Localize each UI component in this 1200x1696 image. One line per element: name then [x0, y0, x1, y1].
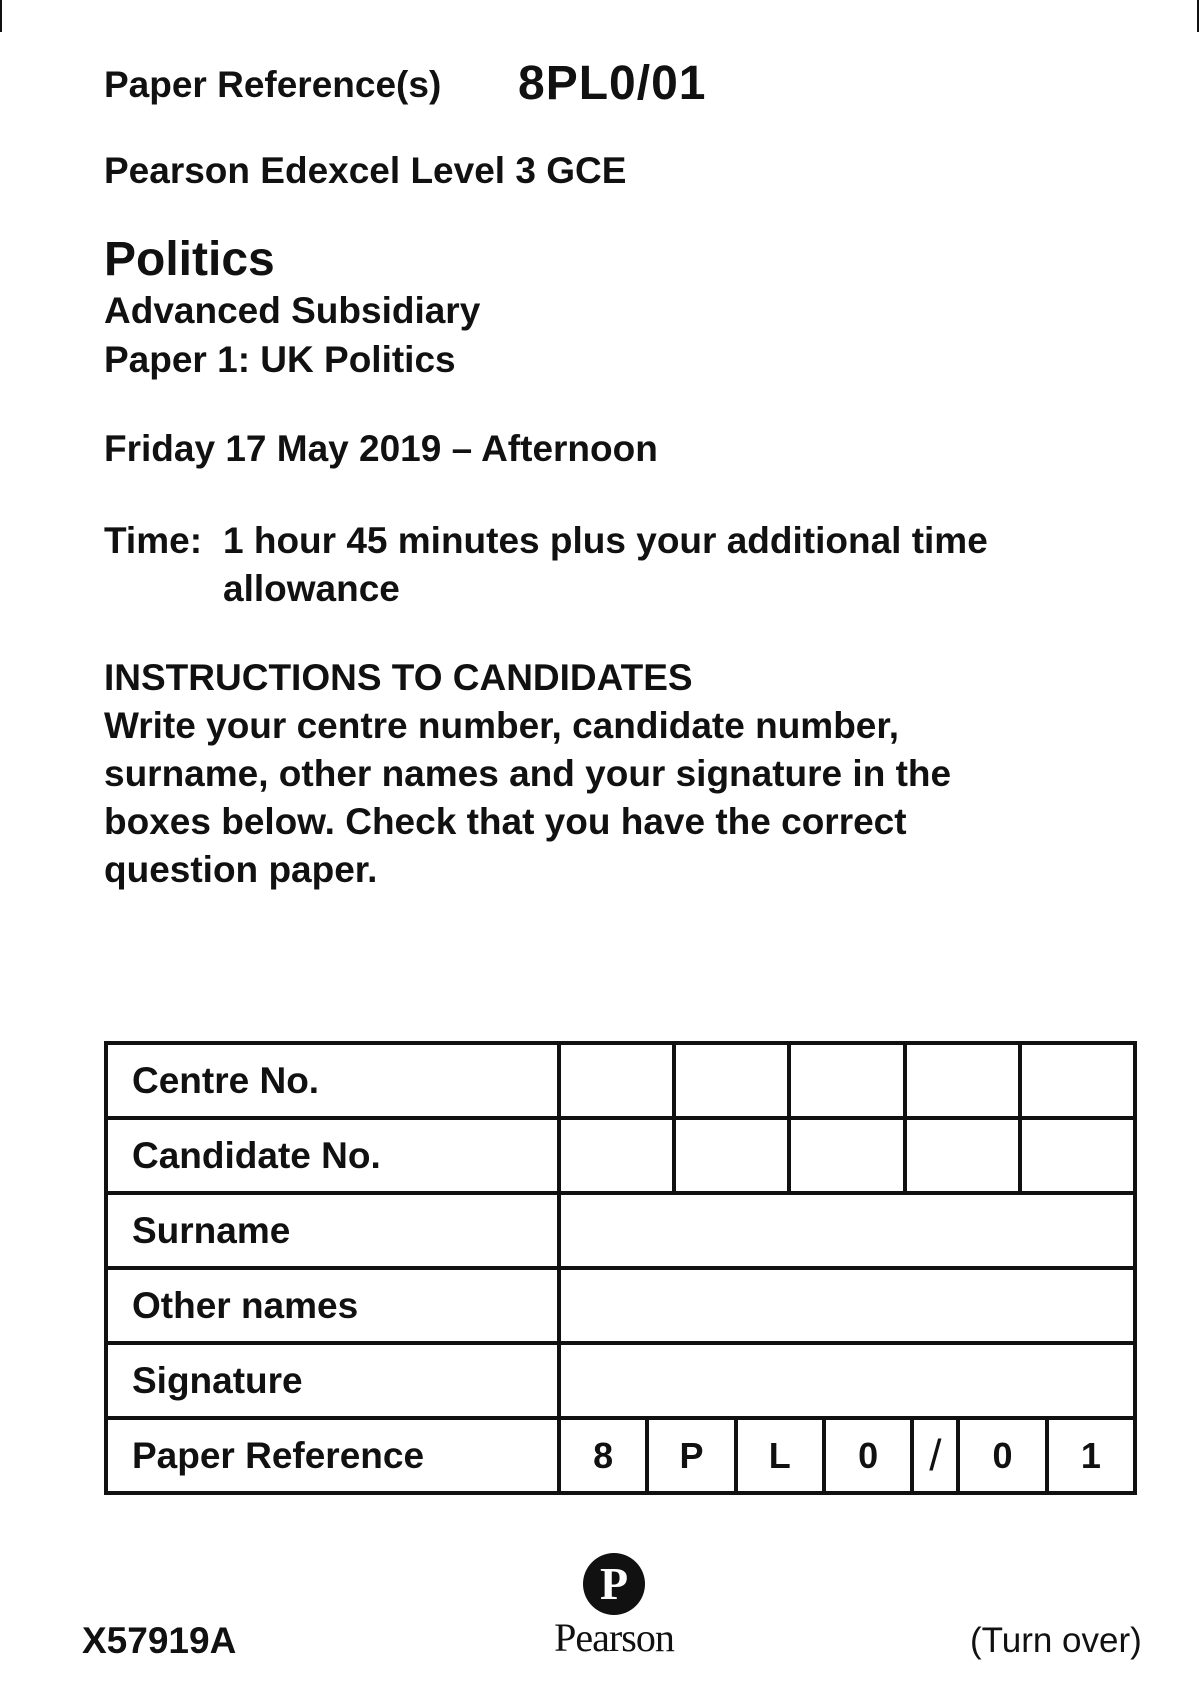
surname-label: Surname [106, 1193, 559, 1268]
surname-field[interactable] [559, 1193, 1135, 1268]
paper-title: Paper 1: UK Politics [104, 339, 456, 380]
pearson-p-icon [582, 1552, 646, 1616]
subject-title: Politics [104, 233, 275, 286]
exam-date: Friday 17 May 2019 – Afternoon [104, 428, 658, 469]
other-names-label: Other names [106, 1268, 559, 1343]
exam-board: Pearson Edexcel Level 3 GCE [104, 150, 627, 191]
instruction-line: Write your centre number, candidate number, [104, 705, 900, 746]
pearson-wordmark: Pearson [554, 1615, 674, 1660]
paper-reference-code: 8PL0/01 [518, 57, 707, 110]
centre-number-box[interactable] [905, 1043, 1020, 1118]
paper-reference-char: 0 [956, 1420, 1044, 1491]
paper-reference-row-label: Paper Reference [106, 1418, 559, 1493]
crop-mark-right [1197, 0, 1199, 32]
other-names-row [106, 1268, 1135, 1343]
svg-text:P: P [599, 1558, 629, 1609]
signature-field[interactable] [559, 1343, 1135, 1418]
paper-reference-row [106, 1418, 1135, 1493]
crop-mark-left [0, 0, 2, 32]
pearson-logo [536, 1552, 692, 1658]
time-line-2: allowance [223, 568, 400, 609]
candidate-number-box[interactable] [905, 1118, 1020, 1193]
candidate-number-label: Candidate No. [106, 1118, 559, 1193]
candidate-number-box[interactable] [1020, 1118, 1135, 1193]
signature-label: Signature [106, 1343, 559, 1418]
turn-over-note: (Turn over) [970, 1621, 1142, 1660]
time-line-1: 1 hour 45 minutes plus your additional time [223, 520, 988, 561]
candidate-number-box[interactable] [559, 1118, 674, 1193]
paper-reference-label: Paper Reference(s) [104, 64, 442, 105]
signature-row [106, 1343, 1135, 1418]
paper-reference-cells [559, 1418, 1135, 1493]
other-names-field[interactable] [559, 1268, 1135, 1343]
instruction-line: boxes below. Check that you have the correct [104, 801, 907, 842]
paper-reference-slash: / [910, 1420, 956, 1491]
surname-row [106, 1193, 1135, 1268]
paper-reference-char: L [734, 1420, 822, 1491]
centre-number-row [106, 1043, 1135, 1118]
paper-reference-char: 1 [1045, 1420, 1133, 1491]
candidate-details-form [104, 1041, 1137, 1495]
candidate-number-box[interactable] [789, 1118, 904, 1193]
instruction-line: surname, other names and your signature in the [104, 753, 952, 794]
centre-number-box[interactable] [789, 1043, 904, 1118]
instruction-line: question paper. [104, 849, 378, 890]
paper-reference-char: 0 [822, 1420, 910, 1491]
paper-reference-char: P [645, 1420, 733, 1491]
candidate-number-box[interactable] [674, 1118, 789, 1193]
paper-code: X57919A [82, 1620, 237, 1661]
candidate-number-row [106, 1118, 1135, 1193]
time-label: Time: [104, 520, 203, 561]
paper-reference-char: 8 [593, 1434, 614, 1476]
qualification-level: Advanced Subsidiary [104, 290, 481, 331]
centre-number-box[interactable] [1020, 1043, 1135, 1118]
centre-number-box[interactable] [674, 1043, 789, 1118]
instructions-heading: INSTRUCTIONS TO CANDIDATES [104, 657, 693, 698]
centre-number-box[interactable] [559, 1043, 674, 1118]
centre-number-label: Centre No. [106, 1043, 559, 1118]
